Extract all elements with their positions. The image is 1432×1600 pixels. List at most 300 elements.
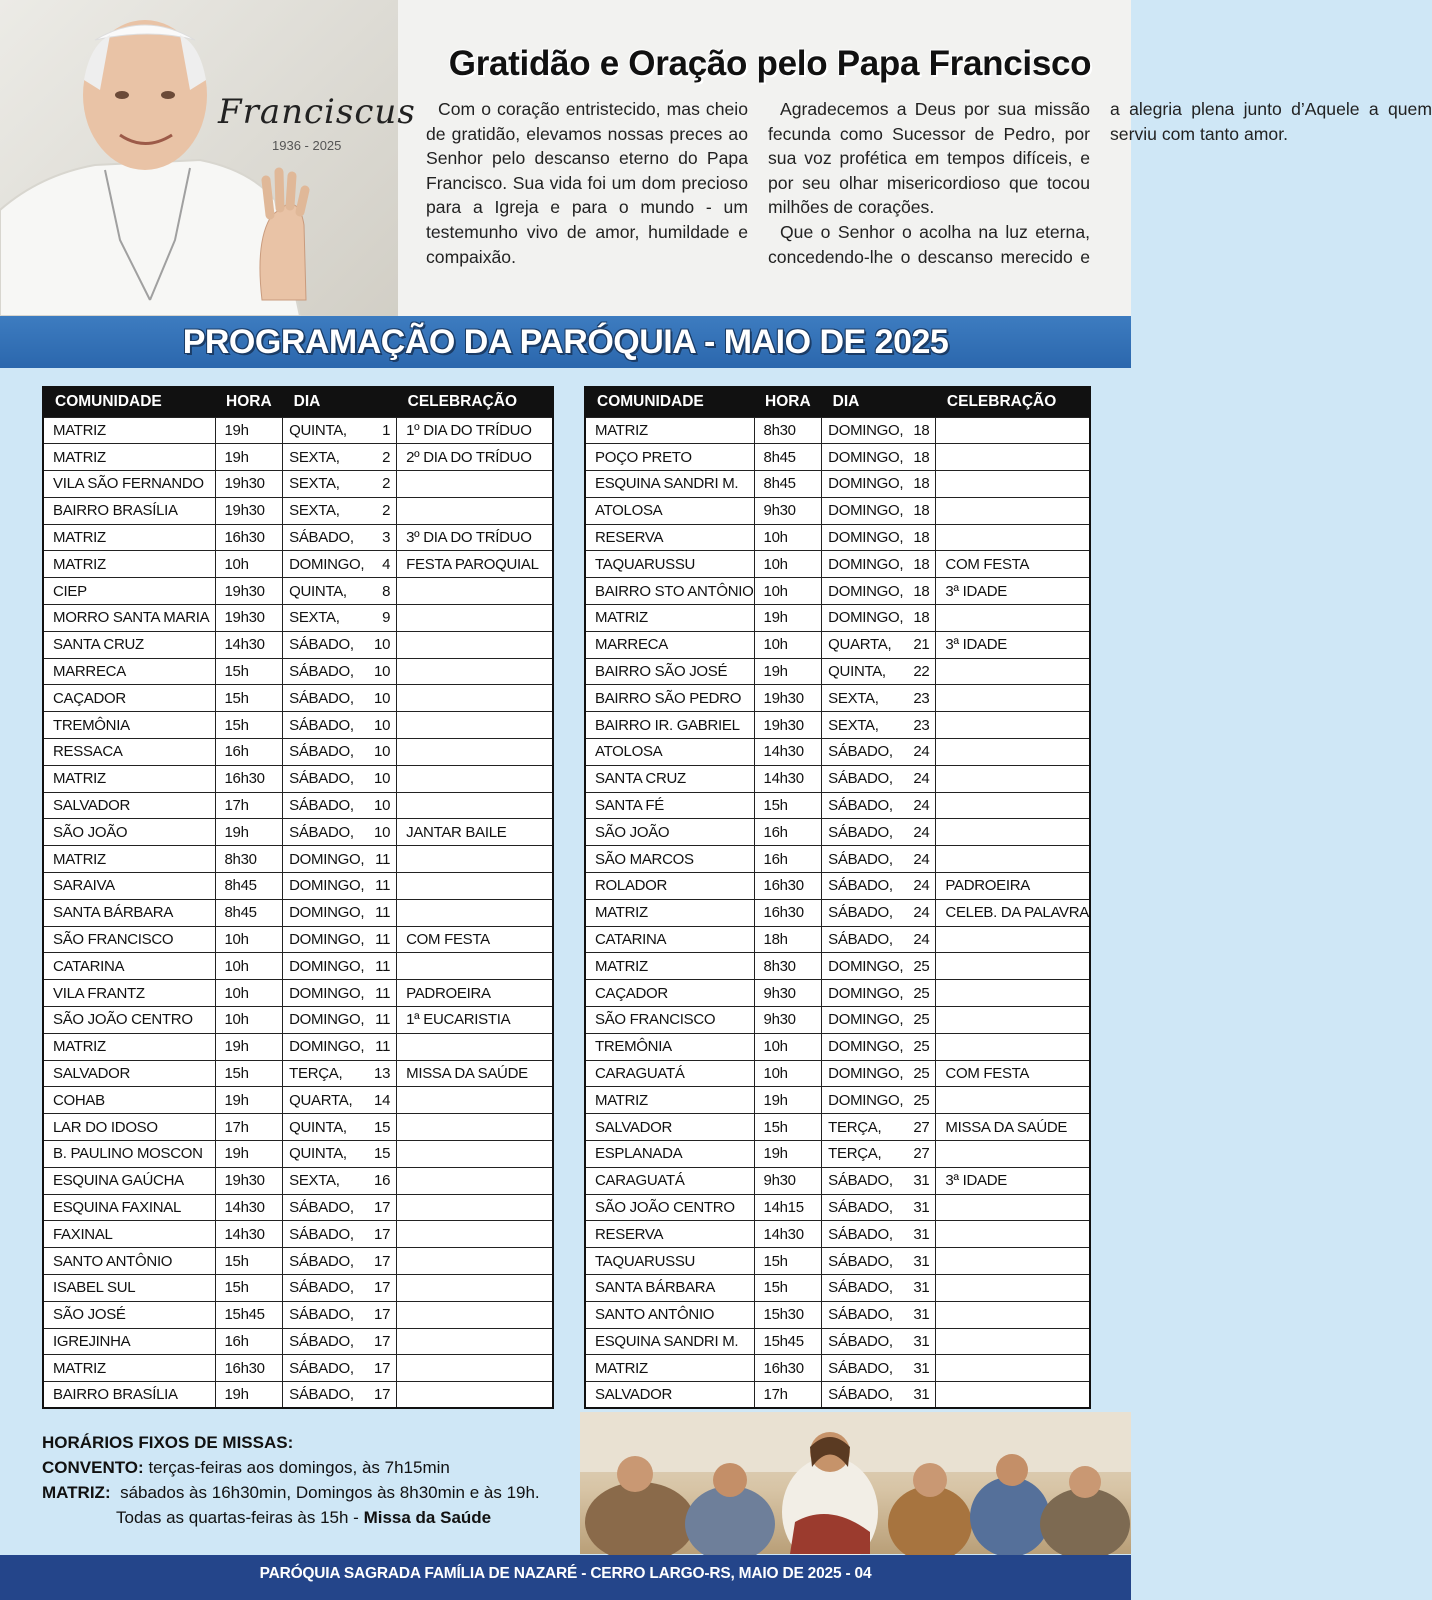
table-row [43,873,553,900]
cell-hora: 16h [754,846,822,873]
table-row [585,739,1090,766]
jesus-disciples-image [580,1412,1131,1554]
cell-weekday: SÁBADO, [828,931,893,949]
cell-hora: 15h [215,1060,283,1087]
cell-weekday: TERÇA, [289,1065,343,1083]
cell-dia [822,1167,936,1194]
cell-weekday: SÁBADO, [828,1386,893,1404]
cell-comunidade: VILA SÃO FERNANDO [43,471,215,498]
cell-dia [822,980,936,1007]
cell-dia [822,739,936,766]
cell-day-number: 23 [913,689,930,707]
cell-celebracao [936,658,1090,685]
cell-weekday: SÁBADO, [289,1199,354,1216]
matriz-line-2-text: Todas as quartas-feiras às 15h - [116,1508,364,1527]
cell-day-number: 10 [374,823,391,841]
cell-day-number: 24 [913,850,930,868]
cell-day-number: 25 [913,1065,930,1083]
column-header-celebracao: CELEBRAÇÃO [936,387,1090,417]
table-row [585,551,1090,578]
table-header-row [43,387,553,417]
cell-comunidade: SÃO JOÃO [585,819,754,846]
cell-day-number: 31 [913,1306,930,1324]
cell-comunidade: BAIRRO IR. GABRIEL [585,712,754,739]
table-row [585,1301,1090,1328]
table-row [43,1167,553,1194]
cell-weekday: SEXTA, [289,448,340,466]
cell-hora: 19h30 [215,578,283,605]
cell-weekday: QUINTA, [289,1145,347,1163]
cell-dia [283,658,397,685]
schedule-table-right [584,386,1091,1409]
cell-day-number: 18 [913,582,930,600]
cell-celebracao: MISSA DA SAÚDE [397,1060,553,1087]
cell-weekday: DOMINGO, [289,877,365,895]
table-row [585,658,1090,685]
cell-celebracao [397,846,553,873]
table-row [585,1060,1090,1087]
matriz-text: sábados às 16h30min, Domingos às 8h30min e às 19h. [120,1483,540,1502]
schedule-table-left [42,386,554,1409]
cell-hora: 19h [215,1087,283,1114]
table-row [43,471,553,498]
cell-comunidade: CARAGUATÁ [585,1060,754,1087]
cell-comunidade: ESPLANADA [585,1141,754,1168]
cell-comunidade: MATRIZ [585,953,754,980]
cell-dia [822,873,936,900]
cell-day-number: 17 [374,1306,391,1324]
cell-weekday: SEXTA, [289,609,340,627]
cell-weekday: DOMINGO, [289,850,365,868]
cell-weekday: DOMINGO, [289,984,365,1002]
cell-day-number: 17 [374,1386,391,1404]
cell-dia [283,926,397,953]
cell-weekday: DOMINGO, [828,957,904,975]
cell-celebracao: JANTAR BAILE [397,819,553,846]
cell-dia [822,792,936,819]
cell-hora: 10h [754,551,822,578]
cell-day-number: 4 [382,555,391,573]
cell-hora: 19h30 [215,471,283,498]
cell-weekday: SÁBADO, [289,636,354,654]
cell-comunidade: RESSACA [43,739,215,766]
cell-weekday: DOMINGO, [289,1011,365,1029]
cell-weekday: SEXTA, [828,689,879,707]
cell-celebracao: 3ª IDADE [936,578,1090,605]
table-row [43,1060,553,1087]
table-row [585,1087,1090,1114]
cell-day-number: 25 [913,1091,930,1109]
cell-comunidade: MATRIZ [585,1087,754,1114]
cell-comunidade: CATARINA [43,953,215,980]
cell-comunidade: ESQUINA GAÚCHA [43,1167,215,1194]
cell-day-number: 3 [382,529,391,547]
cell-weekday: SÁBADO, [289,529,354,547]
cell-day-number: 17 [374,1199,391,1216]
cell-celebracao [936,1141,1090,1168]
table-row [43,1301,553,1328]
cell-day-number: 18 [913,448,930,466]
cell-hora: 16h30 [215,765,283,792]
cell-day-number: 18 [913,529,930,547]
table-row [43,953,553,980]
table-row [43,1328,553,1355]
table-row [43,819,553,846]
cell-celebracao [397,1141,553,1168]
table-row [43,1114,553,1141]
cell-dia [822,819,936,846]
cell-hora: 16h [215,739,283,766]
cell-hora: 15h [754,1248,822,1275]
cell-weekday: SÁBADO, [828,850,893,868]
pope-signature: Franciscus [218,92,416,132]
cell-dia [283,899,397,926]
cell-weekday: SÁBADO, [828,1225,893,1243]
cell-day-number: 25 [913,984,930,1002]
cell-hora: 16h30 [754,873,822,900]
cell-hora: 10h [215,980,283,1007]
cell-comunidade: BAIRRO BRASÍLIA [43,1382,215,1409]
cell-celebracao: FESTA PAROQUIAL [397,551,553,578]
cell-celebracao [397,953,553,980]
cell-celebracao: 2º DIA DO TRÍDUO [397,444,553,471]
cell-celebracao: COM FESTA [936,1060,1090,1087]
cell-comunidade: SANTA CRUZ [585,765,754,792]
cell-weekday: SEXTA, [289,1172,340,1190]
cell-weekday: DOMINGO, [289,957,365,975]
cell-hora: 19h [215,1141,283,1168]
cell-comunidade: BAIRRO STO ANTÔNIO [585,578,754,605]
cell-dia [283,417,397,444]
table-row [585,926,1090,953]
cell-dia [283,1382,397,1409]
cell-celebracao [397,578,553,605]
cell-celebracao [936,685,1090,712]
cell-weekday: SÁBADO, [289,743,354,761]
cell-comunidade: MATRIZ [43,1355,215,1382]
cell-comunidade: B. PAULINO MOSCON [43,1141,215,1168]
cell-comunidade: LAR DO IDOSO [43,1114,215,1141]
cell-hora: 10h [754,578,822,605]
table-row [43,1355,553,1382]
cell-comunidade: SÃO JOÃO CENTRO [585,1194,754,1221]
table-row [585,524,1090,551]
cell-celebracao [936,1382,1090,1409]
cell-hora: 8h45 [754,444,822,471]
cell-day-number: 24 [913,823,930,841]
cell-weekday: SÁBADO, [828,743,893,761]
cell-day-number: 11 [375,1011,391,1029]
cell-day-number: 10 [374,636,391,654]
cell-dia [283,1248,397,1275]
cell-weekday: DOMINGO, [828,609,904,627]
cell-hora: 8h45 [215,873,283,900]
cell-hora: 16h30 [215,524,283,551]
cell-day-number: 10 [374,770,391,788]
table-row [585,1275,1090,1302]
cell-dia [283,1167,397,1194]
cell-comunidade: MATRIZ [43,551,215,578]
table-row [43,765,553,792]
cell-weekday: SÁBADO, [828,1359,893,1377]
cell-day-number: 31 [913,1199,930,1216]
cell-hora: 15h [754,792,822,819]
cell-comunidade: BAIRRO SÃO PEDRO [585,685,754,712]
cell-dia [283,1221,397,1248]
cell-celebracao [936,1007,1090,1034]
cell-dia [822,1114,936,1141]
cell-dia [283,685,397,712]
cell-day-number: 15 [374,1118,391,1136]
cell-weekday: TERÇA, [828,1118,882,1136]
cell-dia [283,1087,397,1114]
cell-hora: 8h45 [215,899,283,926]
cell-comunidade: ESQUINA SANDRI M. [585,1328,754,1355]
cell-comunidade: SANTO ANTÔNIO [585,1301,754,1328]
cell-comunidade: SÃO MARCOS [585,846,754,873]
cell-celebracao [397,1167,553,1194]
table-row [43,846,553,873]
table-row [585,819,1090,846]
table-row [585,873,1090,900]
cell-hora: 10h [215,953,283,980]
table-row [43,685,553,712]
cell-hora: 8h45 [754,471,822,498]
table-row [43,605,553,632]
cell-celebracao [397,1328,553,1355]
cell-comunidade: MATRIZ [585,417,754,444]
cell-celebracao [397,792,553,819]
column-header-celebracao: CELEBRAÇÃO [397,387,553,417]
cell-celebracao [397,899,553,926]
tribute-text [426,97,1432,297]
cell-dia [822,1141,936,1168]
cell-weekday: DOMINGO, [828,421,904,439]
cell-celebracao [397,765,553,792]
cell-comunidade: MATRIZ [585,899,754,926]
convento-text: terças-feiras aos domingos, às 7h15min [148,1458,450,1477]
table-row [43,739,553,766]
cell-comunidade: RESERVA [585,1221,754,1248]
column-header-comunidade: COMUNIDADE [43,387,215,417]
cell-celebracao [936,953,1090,980]
cell-celebracao [936,497,1090,524]
cell-celebracao [936,444,1090,471]
cell-comunidade: SALVADOR [43,792,215,819]
cell-dia [283,1141,397,1168]
cell-hora: 9h30 [754,1167,822,1194]
cell-day-number: 1 [382,421,391,439]
cell-day-number: 22 [913,663,930,681]
cell-day-number: 11 [375,904,391,922]
cell-hora: 16h [215,1328,283,1355]
cell-dia [822,1007,936,1034]
cell-dia [822,1275,936,1302]
cell-hora: 19h30 [754,685,822,712]
cell-weekday: SÁBADO, [828,1306,893,1324]
cell-celebracao [397,712,553,739]
cell-hora: 15h [215,1275,283,1302]
table-row [43,1033,553,1060]
cell-weekday: DOMINGO, [828,1011,904,1029]
cell-weekday: SÁBADO, [289,1279,354,1297]
cell-celebracao: 3ª IDADE [936,631,1090,658]
table-row [585,578,1090,605]
cell-comunidade: MATRIZ [43,417,215,444]
cell-weekday: QUARTA, [828,636,892,654]
cell-comunidade: SALVADOR [585,1114,754,1141]
cell-day-number: 11 [375,984,391,1002]
cell-celebracao: COM FESTA [397,926,553,953]
cell-day-number: 11 [375,877,391,895]
cell-celebracao: PADROEIRA [936,873,1090,900]
cell-dia [822,899,936,926]
table-row [43,578,553,605]
cell-hora: 8h30 [754,953,822,980]
cell-hora: 19h [754,658,822,685]
convento-line [42,1455,602,1480]
cell-hora: 19h30 [215,497,283,524]
cell-comunidade: SÃO JOSÉ [43,1301,215,1328]
cell-weekday: SEXTA, [289,475,340,493]
cell-comunidade: CAÇADOR [585,980,754,1007]
cell-celebracao [397,1301,553,1328]
cell-weekday: SÁBADO, [289,1332,354,1350]
cell-weekday: QUINTA, [289,1118,347,1136]
table-row [585,1114,1090,1141]
fixed-times-heading: HORÁRIOS FIXOS DE MISSAS: [42,1433,294,1452]
cell-day-number: 24 [913,904,930,922]
table-row [43,631,553,658]
cell-weekday: DOMINGO, [828,529,904,547]
cell-weekday: SÁBADO, [828,797,893,815]
cell-day-number: 31 [913,1359,930,1377]
cell-celebracao [936,819,1090,846]
cell-hora: 19h30 [215,1167,283,1194]
cell-hora: 14h30 [215,631,283,658]
cell-dia [822,444,936,471]
cell-dia [822,765,936,792]
cell-day-number: 17 [374,1252,391,1270]
cell-day-number: 2 [382,448,391,466]
cell-celebracao: PADROEIRA [397,980,553,1007]
cell-celebracao: COM FESTA [936,551,1090,578]
cell-day-number: 8 [382,582,391,600]
cell-weekday: DOMINGO, [828,555,904,573]
cell-dia [822,1033,936,1060]
table-row [585,846,1090,873]
cell-comunidade: MATRIZ [585,605,754,632]
cell-dia [822,551,936,578]
cell-comunidade: CARAGUATÁ [585,1167,754,1194]
cell-celebracao [397,685,553,712]
cell-day-number: 2 [382,475,391,493]
cell-celebracao [936,1033,1090,1060]
cell-day-number: 11 [375,931,391,949]
cell-hora: 10h [215,926,283,953]
cell-celebracao: MISSA DA SAÚDE [936,1114,1090,1141]
cell-dia [822,605,936,632]
cell-dia [822,926,936,953]
cell-comunidade: ATOLOSA [585,497,754,524]
matriz-label: MATRIZ: [42,1483,111,1502]
cell-comunidade: IGREJINHA [43,1328,215,1355]
cell-celebracao [397,739,553,766]
cell-celebracao [397,471,553,498]
cell-hora: 16h [754,819,822,846]
cell-weekday: SÁBADO, [289,689,354,707]
cell-celebracao [936,1355,1090,1382]
cell-hora: 17h [215,792,283,819]
cell-comunidade: VILA FRANTZ [43,980,215,1007]
cell-day-number: 31 [913,1172,930,1190]
cell-hora: 15h [215,685,283,712]
table-row [585,497,1090,524]
cell-comunidade: ROLADOR [585,873,754,900]
column-header-hora: HORA [215,387,283,417]
cell-weekday: SÁBADO, [289,716,354,734]
cell-dia [822,524,936,551]
table-row [585,765,1090,792]
cell-dia [822,1355,936,1382]
pope-years: 1936 - 2025 [272,138,342,153]
cell-day-number: 31 [913,1386,930,1404]
cell-hora: 15h [215,1248,283,1275]
cell-day-number: 9 [382,609,391,627]
matriz-line-2 [42,1505,602,1530]
cell-comunidade: ATOLOSA [585,739,754,766]
schedule-banner: PROGRAMAÇÃO DA PARÓQUIA - MAIO DE 2025 [0,316,1131,368]
missa-da-saude-label: Missa da Saúde [363,1508,492,1527]
cell-hora: 19h [215,444,283,471]
cell-celebracao [936,1328,1090,1355]
cell-dia [283,524,397,551]
cell-hora: 19h30 [215,605,283,632]
cell-hora: 10h [215,551,283,578]
column-header-dia: DIA [283,387,397,417]
cell-hora: 9h30 [754,980,822,1007]
cell-day-number: 31 [913,1332,930,1350]
cell-celebracao [397,873,553,900]
cell-dia [822,1221,936,1248]
cell-comunidade: SANTO ANTÔNIO [43,1248,215,1275]
cell-day-number: 24 [913,743,930,761]
cell-day-number: 2 [382,502,391,520]
cell-weekday: SÁBADO, [828,770,893,788]
cell-dia [283,980,397,1007]
cell-hora: 19h [215,1033,283,1060]
cell-celebracao: 3ª IDADE [936,1167,1090,1194]
cell-hora: 16h30 [754,1355,822,1382]
table-row [43,1141,553,1168]
cell-hora: 8h30 [754,417,822,444]
cell-comunidade: SANTA CRUZ [43,631,215,658]
cell-comunidade: RESERVA [585,524,754,551]
cell-hora: 10h [754,631,822,658]
cell-dia [283,873,397,900]
cell-comunidade: TAQUARUSSU [585,551,754,578]
cell-comunidade: TREMÔNIA [43,712,215,739]
table-row [43,1221,553,1248]
table-row [43,1087,553,1114]
cell-celebracao [936,926,1090,953]
cell-hora: 17h [754,1382,822,1409]
cell-dia [283,1114,397,1141]
cell-day-number: 27 [913,1118,930,1136]
cell-comunidade: MATRIZ [43,524,215,551]
cell-hora: 17h [215,1114,283,1141]
cell-day-number: 17 [374,1279,391,1297]
